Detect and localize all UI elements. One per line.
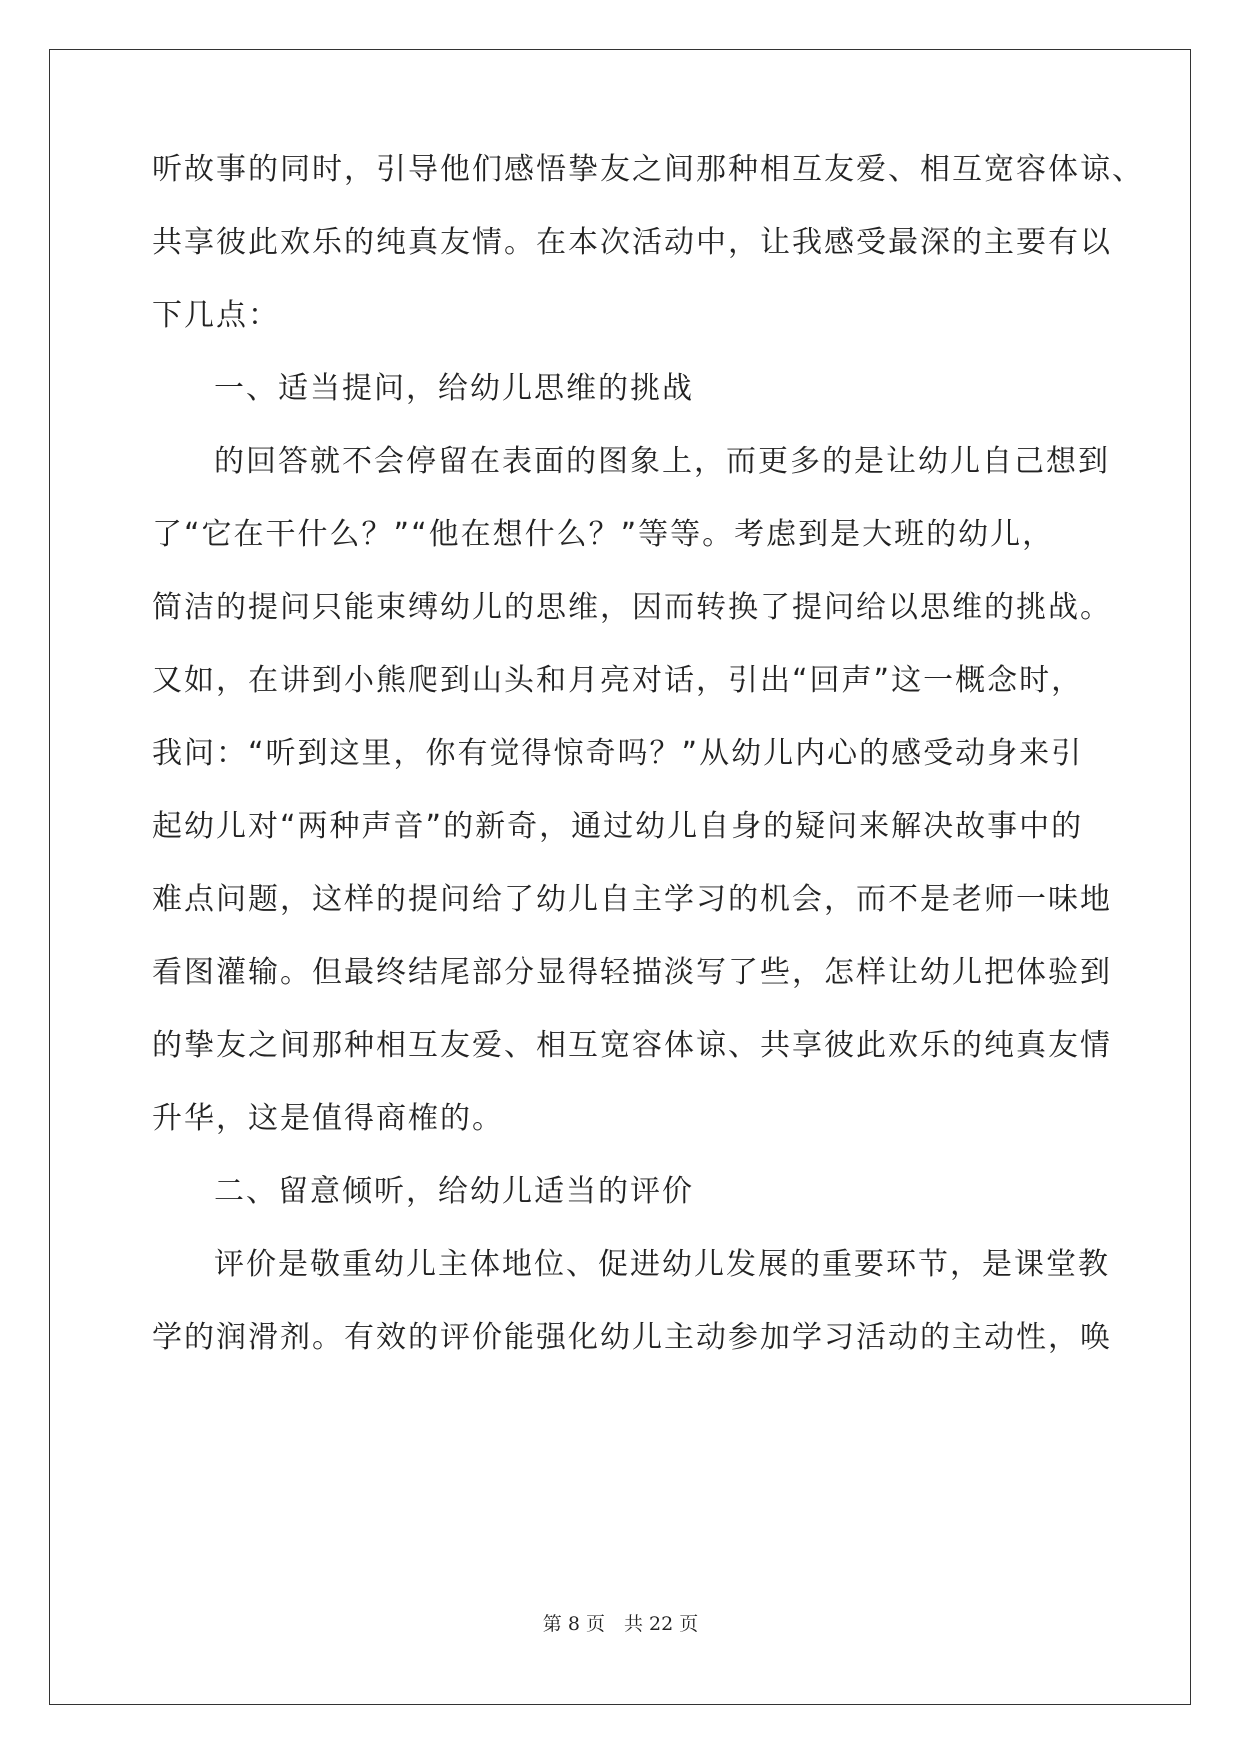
body-text-line: 起幼儿对“两种声音”的新奇，通过幼儿自身的疑问来解决故事中的 xyxy=(152,809,1084,844)
body-text-line: 了“它在干什么？”“他在想什么？”等等。考虑到是大班的幼儿， xyxy=(152,517,1055,552)
body-text-line: 共享彼此欢乐的纯真友情。在本次活动中，让我感受最深的主要有以 xyxy=(152,225,1112,260)
body-text-line: 的回答就不会停留在表面的图象上，而更多的是让幼儿自己想到 xyxy=(214,444,1110,479)
body-text-line: 难点问题，这样的提问给了幼儿自主学习的机会，而不是老师一味地 xyxy=(152,882,1112,917)
body-text-line: 的挚友之间那种相互友爱、相互宽容体谅、共享彼此欢乐的纯真友情 xyxy=(152,1028,1112,1063)
body-text-line: 简洁的提问只能束缚幼儿的思维，因而转换了提问给以思维的挑战。 xyxy=(152,590,1112,625)
body-text-line: 看图灌输。但最终结尾部分显得轻描淡写了些，怎样让幼儿把体验到 xyxy=(152,955,1112,990)
body-text-line: 学的润滑剂。有效的评价能强化幼儿主动参加学习活动的主动性，唤 xyxy=(152,1320,1112,1355)
body-text-line: 又如，在讲到小熊爬到山头和月亮对话，引出“回声”这一概念时， xyxy=(152,663,1084,698)
body-text-line: 我问：“听到这里，你有觉得惊奇吗？”从幼儿内心的感受动身来引 xyxy=(152,736,1084,771)
body-text-line: 升华，这是值得商榷的。 xyxy=(152,1101,504,1136)
page-number-footer: 第 8 页 共 22 页 xyxy=(542,1613,699,1635)
body-text-line: 下几点： xyxy=(152,298,280,333)
body-text-line: 听故事的同时，引导他们感悟挚友之间那种相互友爱、相互宽容体谅、 xyxy=(152,152,1144,187)
body-text-line: 评价是敬重幼儿主体地位、促进幼儿发展的重要环节，是课堂教 xyxy=(214,1247,1110,1282)
section-heading-1: 一、适当提问，给幼儿思维的挑战 xyxy=(214,371,694,406)
section-heading-2: 二、留意倾听，给幼儿适当的评价 xyxy=(214,1174,694,1209)
